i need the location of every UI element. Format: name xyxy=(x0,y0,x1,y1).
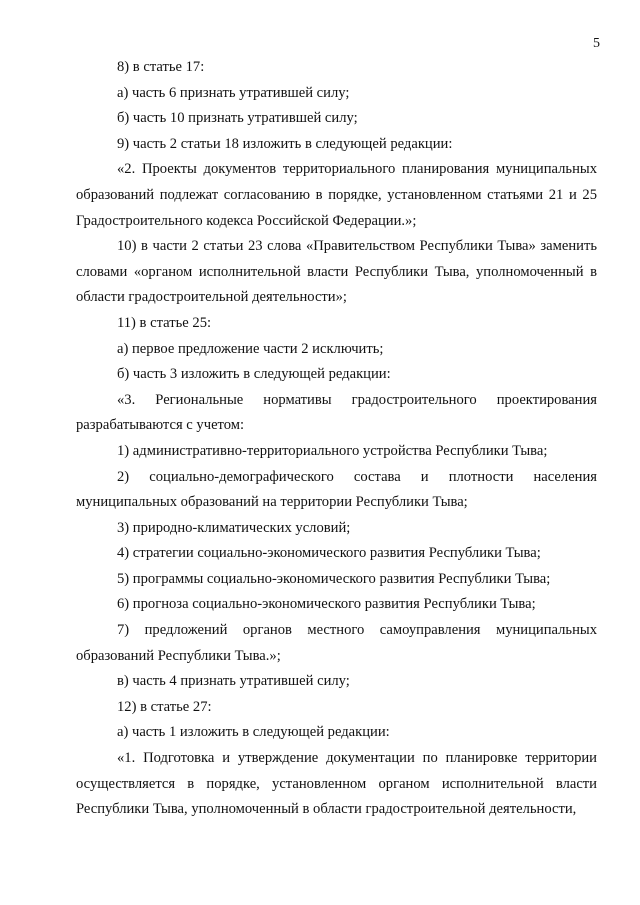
paragraph: «1. Подготовка и утверждение документации по планировке территории осуществляется в порядке, установленном органом исполнительной власти Республики Тыва, уполномоченный в области градостроительной деятельности, xyxy=(76,750,597,818)
paragraph: 2) социально-демографического состава и плотности населения муниципальных образований на территории Республики Тыва; xyxy=(76,468,597,511)
paragraph: «2. Проекты документов территориального планирования муниципальных образований подлежат согласованию в порядке, установленном статьями 21 и 25 Градостроительного кодекса Российской Федерации.»; xyxy=(76,161,597,229)
paragraph: 11) в статье 25: xyxy=(117,314,212,331)
paragraph: в) часть 4 признать утратившей силу; xyxy=(117,673,350,690)
paragraph: а) часть 1 изложить в следующей редакции: xyxy=(117,724,390,741)
paragraph: б) часть 3 изложить в следующей редакции: xyxy=(117,366,391,383)
document-body xyxy=(76,55,597,823)
paragraph: 8) в статье 17: xyxy=(117,59,205,75)
paragraph: 12) в статье 27: xyxy=(117,698,212,715)
paragraph: б) часть 10 признать утратившей силу; xyxy=(117,110,358,127)
paragraph: 7) предложений органов местного самоуправления муниципальных образований Республики Тыва.»; xyxy=(76,622,597,664)
paragraph: 10) в части 2 статьи 23 слова «Правительством Республики Тыва» заменить словами «органом исполнительной власти Республики Тыва, уполномоченный в области градостроительной деятельности»; xyxy=(76,238,597,306)
paragraph: а) первое предложение части 2 исключить; xyxy=(117,340,384,357)
paragraph: 9) часть 2 статьи 18 изложить в следующей редакции: xyxy=(117,135,453,152)
paragraph: 6) прогноза социально-экономического развития Республики Тыва; xyxy=(117,596,536,613)
page-number: 5 xyxy=(593,36,600,51)
paragraph: «3. Региональные нормативы градостроительного проектирования разрабатываются с учетом: xyxy=(76,391,597,434)
paragraph: 5) программы социально-экономического развития Республики Тыва; xyxy=(117,570,551,587)
paragraph: 1) административно-территориального устройства Республики Тыва; xyxy=(117,442,548,459)
paragraph: 4) стратегии социально-экономического развития Республики Тыва; xyxy=(117,545,541,562)
paragraph: а) часть 6 признать утратившей силу; xyxy=(117,84,350,101)
paragraph: 3) природно-климатических условий; xyxy=(117,519,351,536)
